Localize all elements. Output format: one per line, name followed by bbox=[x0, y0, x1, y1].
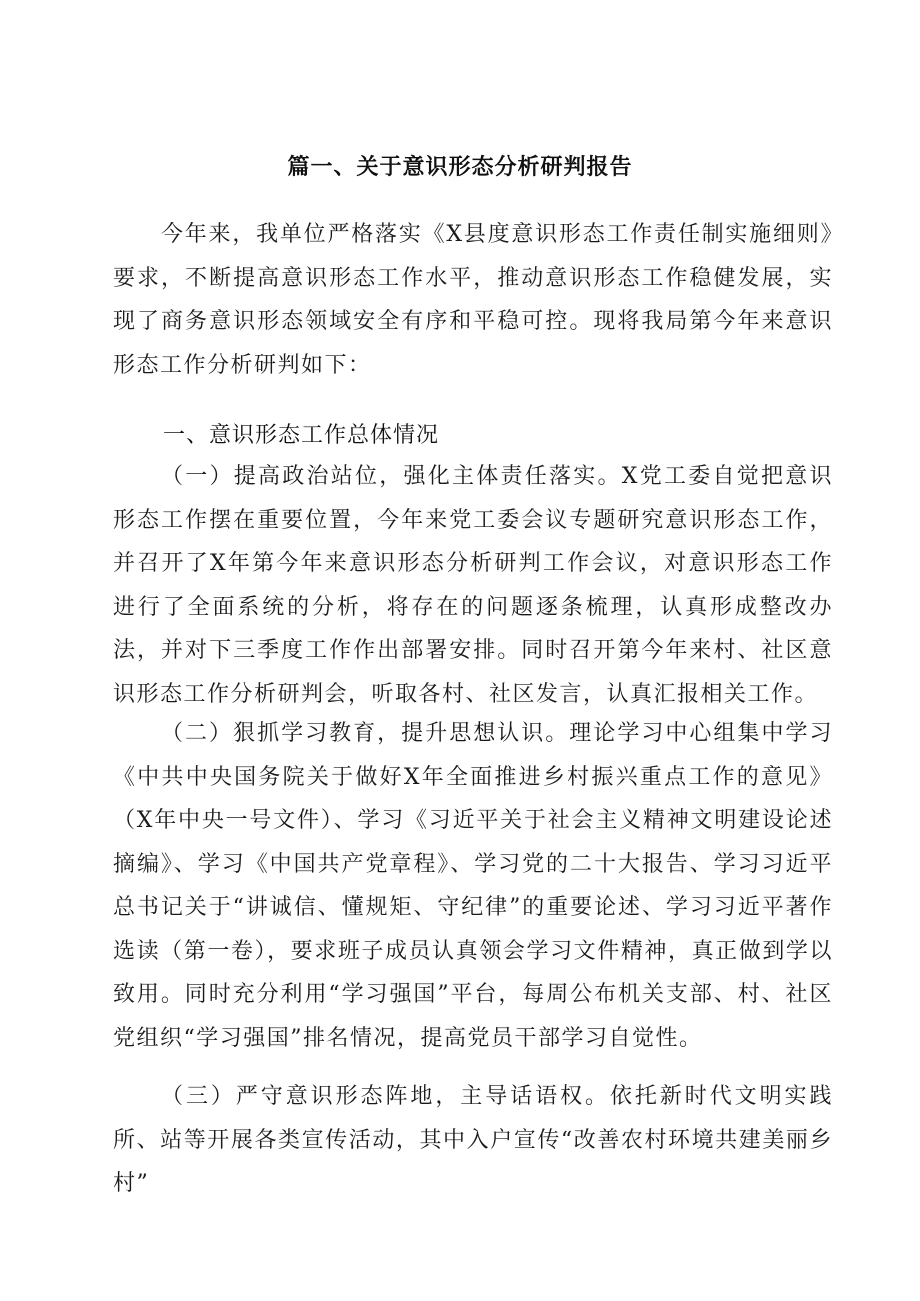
section-heading: 一、意识形态工作总体情况 bbox=[163, 423, 440, 448]
paragraph-3: （三）严守意识形态阵地，主导话语权。依托新时代文明实践所、站等开展各类宣传活动，其中入户宣传“改善农村环境共建美丽乡村” bbox=[113, 1084, 833, 1196]
document-title: 篇一、关于意识形态分析研判报告 bbox=[287, 155, 633, 180]
paragraph-2: （二）狠抓学习教育，提升思想认识。理论学习中心组集中学习《中共中央国务院关于做好X年全面推进乡村振兴重点工作的意见》（X年中央一号文件）、学习《习近平关于社会主义精神文明建设论述摘编》、学习《中国共产党章程》、学习党的二十大报告、学习习近平总书记关于“讲诚信、懂规矩、守纪律”的重要论述、学习习近平著作选读（第一卷），要求班子成员认真领会学习文件精神，真正做到学以致用。同时充分利用“学习强国”平台，每周公布机关支部、村、社区党组织“学习强国”排名情况，提高党员干部学习自觉性。 bbox=[113, 721, 833, 1051]
intro-paragraph: 今年来，我单位严格落实《X县度意识形态工作责任制实施细则》要求，不断提高意识形态工作水平，推动意识形态工作稳健发展，实现了商务意识形态领域安全有序和平稳可控。现将我局第今年来意识形态工作分析研判如下： bbox=[113, 222, 833, 378]
paragraph-1: （一）提高政治站位，强化主体责任落实。X党工委自觉把意识形态工作摆在重要位置，今年来党工委会议专题研究意识形态工作，并召开了X年第今年来意识形态分析研判工作会议，对意识形态工作进行了全面系统的分析，将存在的问题逐条梳理，认真形成整改办法，并对下三季度工作作出部署安排。同时召开第今年来村、社区意识形态工作分析研判会，听取各村、社区发言，认真汇报相关工作。 bbox=[113, 464, 833, 707]
